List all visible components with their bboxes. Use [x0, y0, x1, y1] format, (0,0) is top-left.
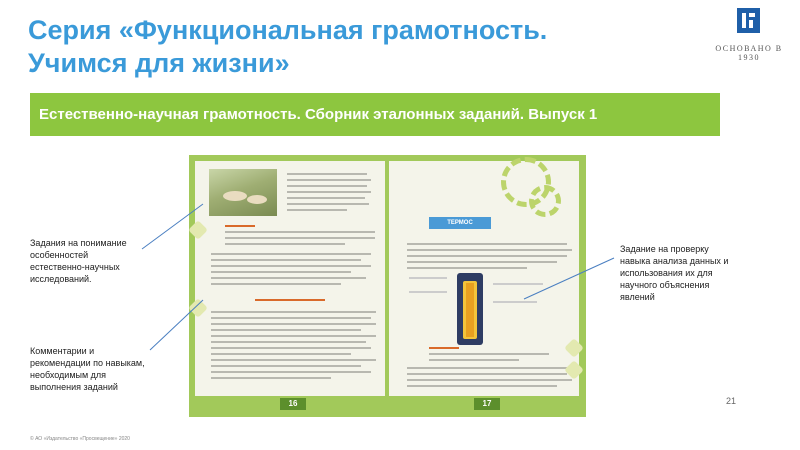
- section-banner: Естественно-научная грамотность. Сборник эталонных заданий. Выпуск 1: [30, 93, 720, 136]
- slide-number: 21: [726, 396, 737, 406]
- right-page-number: 17: [474, 398, 500, 410]
- termos-label: ТЕРМОС: [429, 217, 491, 229]
- logo-caption: ОСНОВАНО В 1930: [715, 44, 783, 62]
- callout-research-features: Задания на понимание особенностей естественно-научных исследований.: [30, 238, 127, 284]
- left-page-number: 16: [280, 398, 306, 410]
- copyright-text: © АО «Издательство «Просвещение» 2020: [30, 436, 130, 442]
- callout-comments: Комментарии и рекомендации по навыкам, необходимым для выполнения заданий: [30, 346, 145, 392]
- callout-data-analysis: Задание на проверку навыка анализа данных и использования их для научного объяснения явлений: [620, 244, 729, 302]
- slide-title-line1: Серия «Функциональная грамотность.: [28, 15, 548, 45]
- slide-title-line2: Учимся для жизни»: [28, 48, 290, 78]
